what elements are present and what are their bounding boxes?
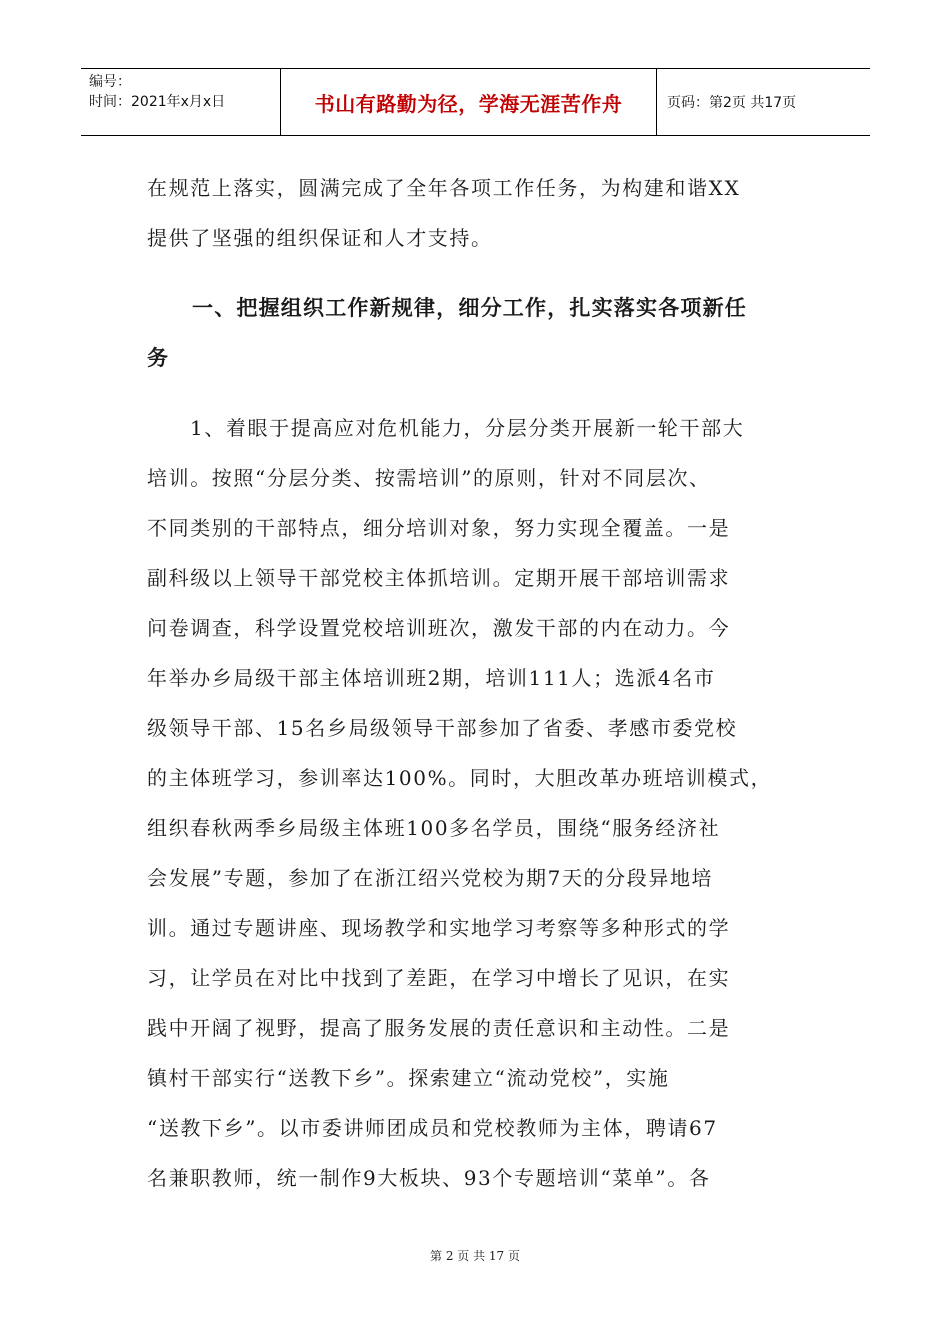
body-line-4: 培训。按照“分层分类、按需培训”的原则，针对不同层次、	[147, 466, 711, 490]
body-line-10: 的主体班学习，参训率达100%。同时，大胆改革办班培训模式，	[147, 766, 773, 790]
body-line-17: “送教下乡”。以市委讲师团成员和党校教师为主体，聘请67	[147, 1116, 718, 1140]
page-footer: 第 2 页 共 17 页	[430, 1249, 520, 1263]
body-line-18: 名兼职教师，统一制作9大板块、93个专题培训“菜单”。各	[147, 1166, 711, 1190]
header-page-cell	[657, 69, 870, 135]
body-line-1: 在规范上落实，圆满完成了全年各项工作任务，为构建和谐XX	[147, 176, 741, 200]
body-line-3: 1、着眼于提高应对危机能力，分层分类开展新一轮干部大	[190, 416, 745, 440]
document-header	[81, 68, 870, 136]
body-line-8: 年举办乡局级干部主体培训班2期，培训111人；选派4名市	[147, 666, 716, 690]
body-line-2: 提供了坚强的组织保证和人才支持。	[147, 226, 493, 250]
motto-text: 书山有路勤为径，学海无涯苦作舟	[314, 91, 623, 116]
body-line-13: 训。通过专题讲座、现场教学和实地学习考察等多种形式的学	[147, 916, 731, 940]
body-line-5: 不同类别的干部特点，细分培训对象，努力实现全覆盖。一是	[147, 516, 731, 540]
body-line-7: 问卷调查，科学设置党校培训班次，激发干部的内在动力。今	[147, 616, 731, 640]
header-meta-cell	[81, 69, 281, 135]
page-info: 页码：第2页 共17页	[667, 95, 797, 111]
body-line-9: 级领导干部、15名乡局级领导干部参加了省委、孝感市委党校	[147, 716, 738, 740]
header-motto-cell	[281, 69, 657, 135]
body-line-14: 习，让学员在对比中找到了差距，在学习中增长了见识，在实	[147, 966, 731, 990]
section-heading-line-1: 一、把握组织工作新规律，细分工作，扎实落实各项新任	[192, 296, 747, 320]
body-line-12: 会发展”专题，参加了在浙江绍兴党校为期7天的分段异地培	[147, 866, 714, 890]
body-line-16: 镇村干部实行“送教下乡”。探索建立“流动党校”，实施	[147, 1066, 670, 1090]
body-line-15: 践中开阔了视野，提高了服务发展的责任意识和主动性。二是	[147, 1016, 731, 1040]
body-line-11: 组织春秋两季乡局级主体班100多名学员，围绕“服务经济社	[147, 816, 721, 840]
section-heading-line-2: 务	[147, 346, 170, 370]
date-label: 时间：2021年x月x日	[89, 94, 226, 110]
body-line-6: 副科级以上领导干部党校主体抓培训。定期开展干部培训需求	[147, 566, 731, 590]
number-label: 编号：	[89, 74, 131, 90]
